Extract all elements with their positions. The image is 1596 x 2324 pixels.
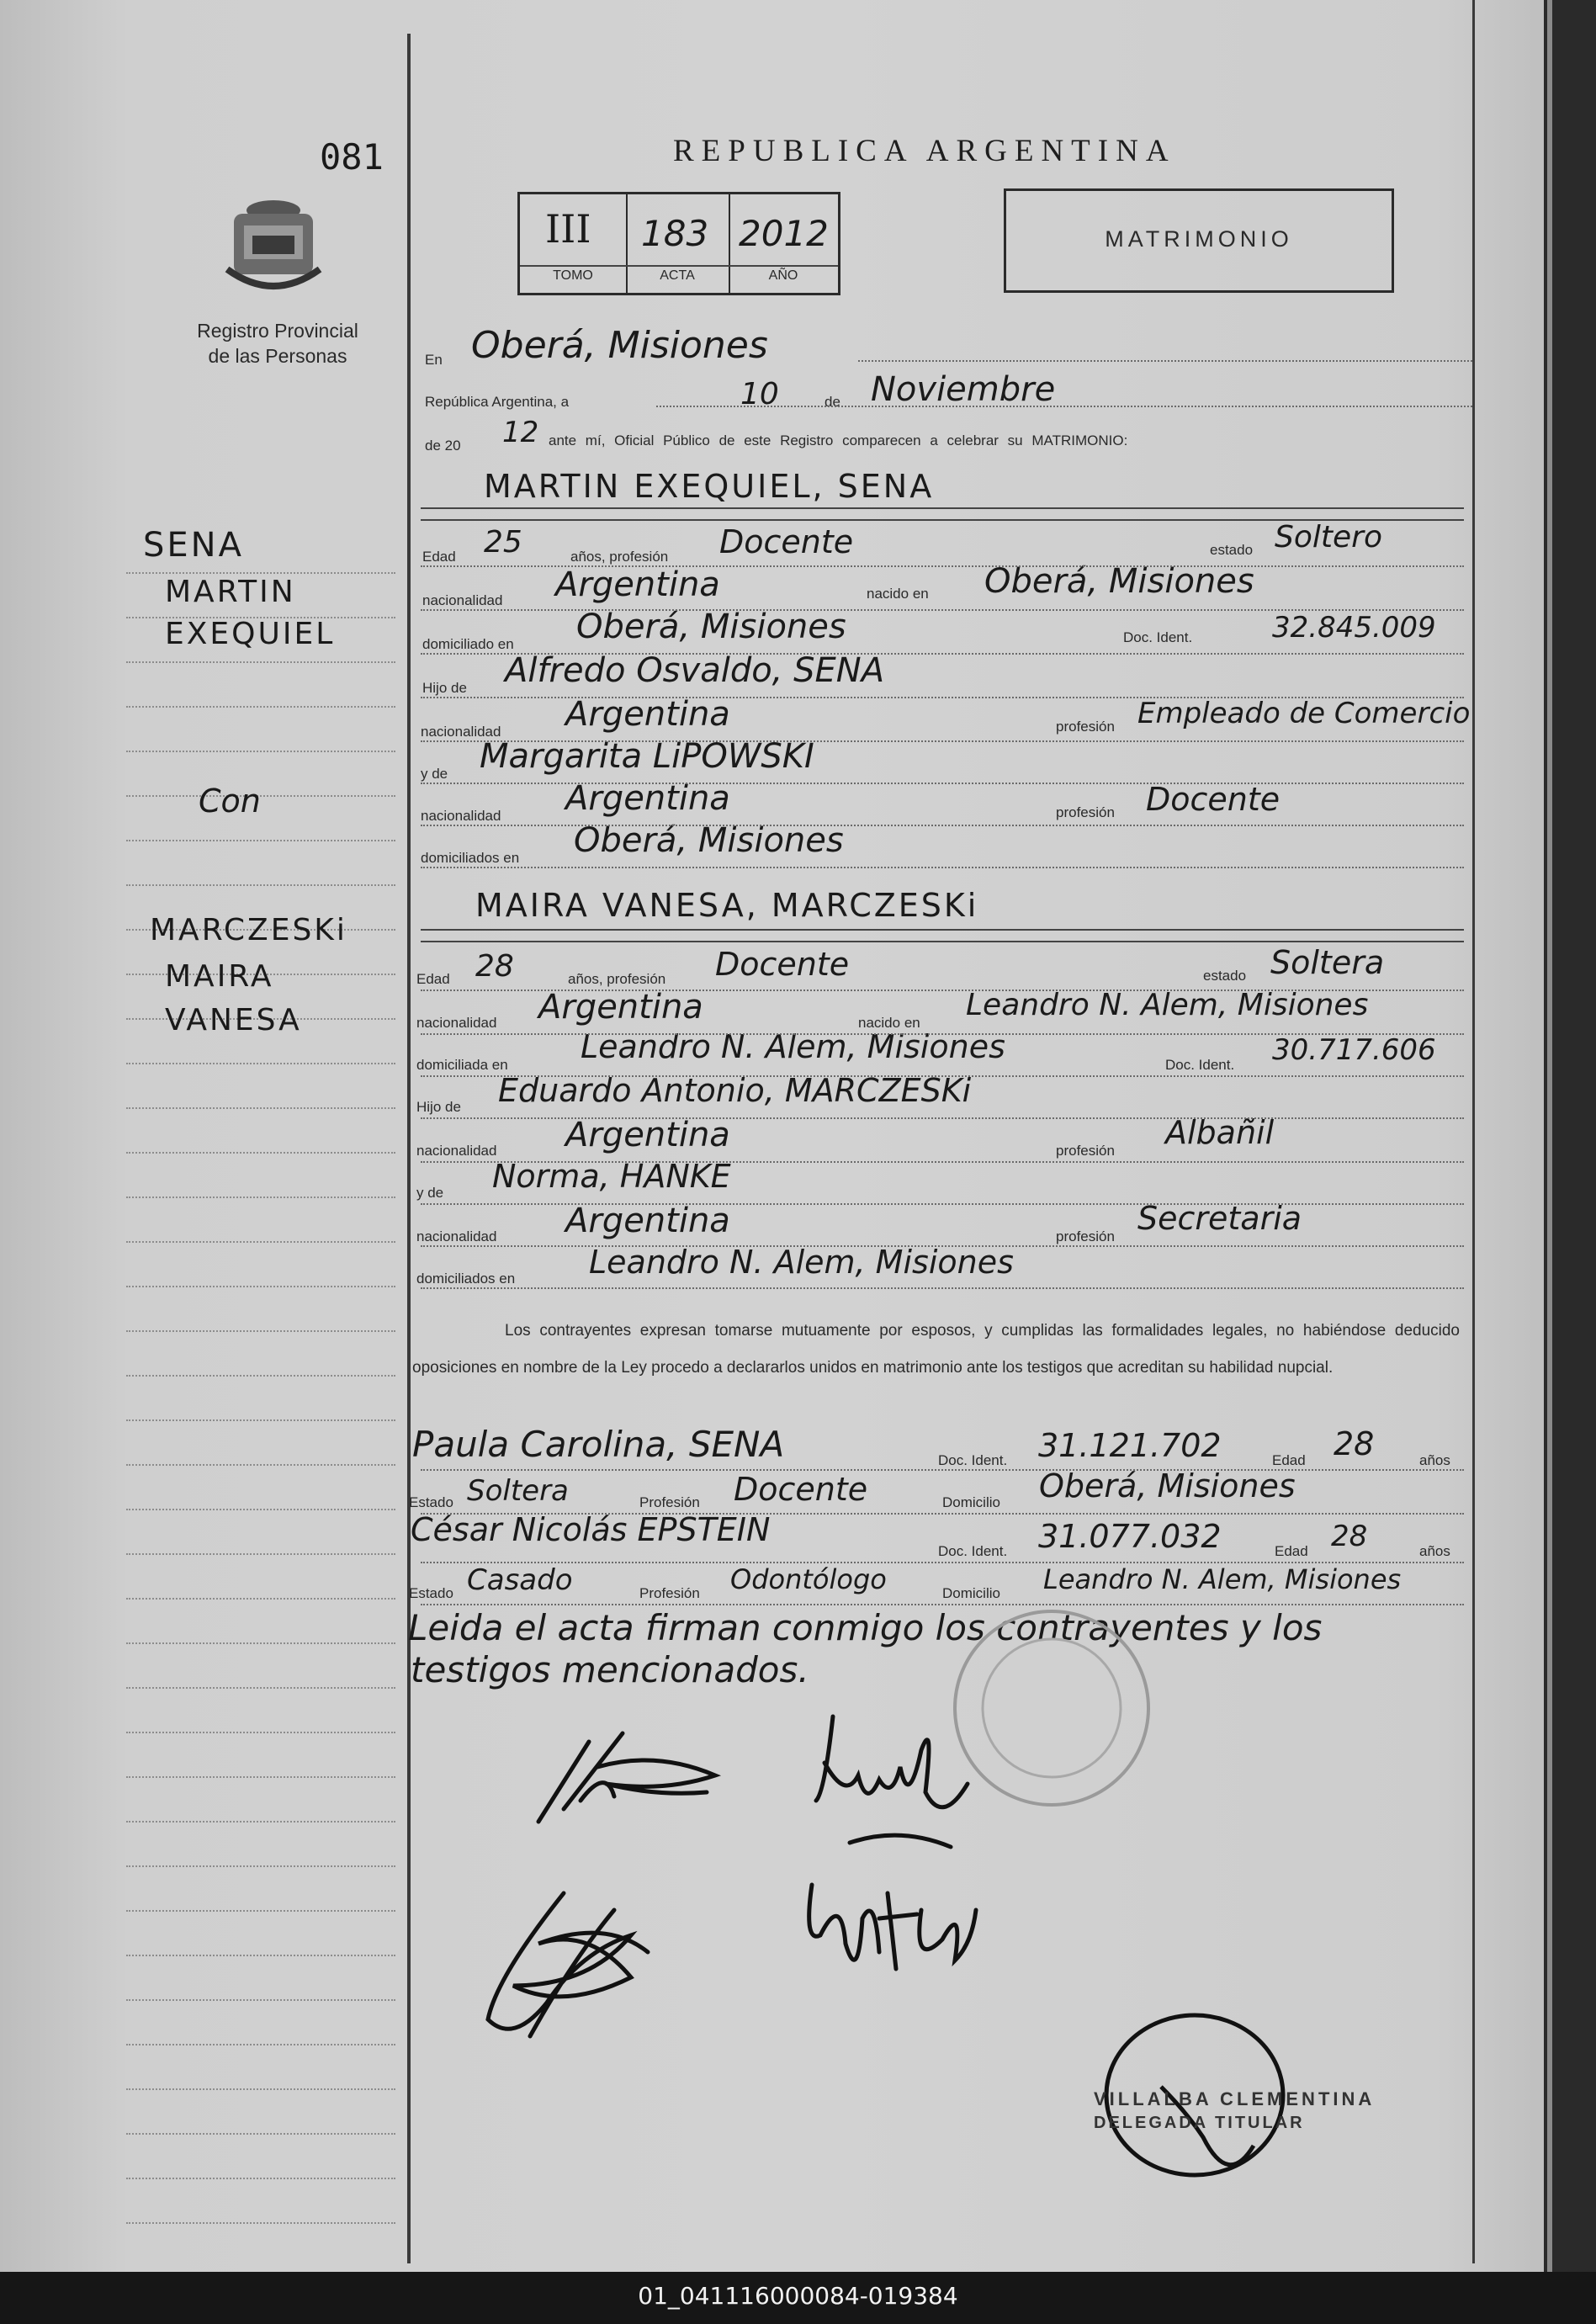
witness2-name: César Nicolás EPSTEIN	[411, 1511, 771, 1548]
bride-birthplace: Leandro N. Alem, Misiones	[966, 988, 1369, 1022]
margin-rule	[126, 2088, 395, 2090]
official-stamp-line-1: VILLALBA CLEMENTINA	[1094, 2088, 1376, 2109]
left-rule	[407, 34, 411, 2263]
groom-doc-label: Doc. Ident.	[1123, 629, 1193, 645]
groom-father-nac-label: nacionalidad	[421, 724, 501, 740]
margin-rule	[126, 1375, 395, 1377]
provincial-seal-icon	[219, 185, 328, 303]
registry-name-1: Registro Provincial	[197, 320, 358, 342]
groom-anos-profesion-label: años, profesión	[570, 549, 669, 565]
field-underline	[421, 783, 1464, 784]
margin-rule	[126, 1999, 395, 2001]
margin-rule	[126, 751, 395, 752]
ceremony-place: Oberá, Misiones	[471, 324, 768, 367]
signature-bride	[799, 1700, 984, 1860]
field-underline	[421, 565, 1464, 567]
margin-spouse2-surname: MARCZESKi	[150, 913, 347, 947]
margin-rule	[126, 661, 395, 663]
witness1-doc-number: 31.121.702	[1038, 1427, 1222, 1464]
declaration-text: Los contrayentes expresan tomarse mutuamente por esposos, y cumplidas las formalidades legales, no habiéndose deducido oposiciones en nombre de la Ley procedo a declararlos unidos en matrimonio ante los testigos que acreditan su habilidad nupcial.	[412, 1322, 1460, 1377]
margin-spouse2-name2: VANESA	[165, 1003, 302, 1037]
field-underline	[421, 867, 1464, 868]
tomo-label: TOMO	[553, 268, 593, 283]
margin-rule	[126, 706, 395, 708]
anio-value: 2012	[739, 213, 829, 254]
margin-rule	[126, 1598, 395, 1600]
bride-edad-label: Edad	[416, 971, 450, 987]
bride-mother-prof-label: profesión	[1056, 1228, 1115, 1244]
margin-rule	[126, 1241, 395, 1243]
bride-yde-label: y de	[416, 1185, 444, 1201]
margin-rule	[126, 1553, 395, 1555]
witness1-civil-status: Soltera	[467, 1474, 569, 1508]
margin-rule	[126, 1687, 395, 1689]
margin-spouse2-name1: MAIRA	[165, 959, 274, 994]
margin-rule	[126, 1776, 395, 1778]
bride-full-name: MAIRA VANESA, MARCZESKi	[475, 887, 979, 924]
margin-rule	[126, 1330, 395, 1332]
margin-rule	[126, 1509, 395, 1510]
margin-rule	[126, 2222, 395, 2224]
margin-connector: Con	[199, 783, 261, 820]
bride-father-prof-label: profesión	[1056, 1143, 1115, 1159]
witness1-anos-label: años	[1419, 1452, 1450, 1468]
margin-rule	[126, 1642, 395, 1644]
witness2-edad-label: Edad	[1275, 1543, 1308, 1559]
bride-anos-profesion-label: años, profesión	[568, 971, 666, 987]
witness2-estado-label: Estado	[409, 1585, 453, 1601]
groom-father-profession: Empleado de Comercio	[1137, 697, 1471, 730]
margin-rule	[126, 1152, 395, 1154]
en-label: En	[425, 352, 443, 368]
field-underline	[421, 1287, 1464, 1289]
ceremony-day: 10	[740, 377, 779, 411]
republica-label: República Argentina, a	[425, 394, 570, 410]
field-underline	[421, 740, 1464, 742]
witness2-age: 28	[1331, 1520, 1368, 1553]
ceremony-year: 12	[502, 416, 539, 449]
margin-rule	[126, 884, 395, 886]
page-number: 081	[320, 136, 384, 178]
margin-rule	[126, 1196, 395, 1198]
field-underline	[421, 1161, 1464, 1163]
bride-nationality: Argentina	[538, 988, 703, 1027]
bride-profession: Docente	[715, 946, 850, 983]
witness2-doc-number: 31.077.032	[1038, 1518, 1222, 1555]
de-label: de	[825, 394, 840, 410]
groom-father-prof-label: profesión	[1056, 719, 1115, 735]
bride-domiciliados-label: domiciliados en	[416, 1271, 516, 1287]
witness1-domicilio-label: Domicilio	[942, 1494, 1000, 1510]
witness1-edad-label: Edad	[1272, 1452, 1306, 1468]
record-type-box	[1004, 188, 1394, 293]
registry-name-2: de las Personas	[208, 345, 347, 367]
margin-rule	[126, 1865, 395, 1867]
groom-nacionalidad-label: nacionalidad	[422, 592, 503, 608]
margin-rule	[126, 1910, 395, 1912]
groom-father: Alfredo Osvaldo, SENA	[505, 651, 885, 690]
groom-civil-status: Soltero	[1275, 520, 1382, 554]
bride-civil-status: Soltera	[1270, 944, 1385, 981]
bride-mother: Norma, HANKE	[492, 1158, 731, 1195]
groom-profession: Docente	[719, 523, 854, 560]
groom-nationality: Argentina	[555, 565, 720, 604]
field-underline	[421, 825, 1464, 826]
margin-spouse1-surname: SENA	[143, 526, 244, 565]
margin-rule	[126, 2133, 395, 2135]
field-underline	[421, 1245, 1464, 1247]
witness2-doc-label: Doc. Ident.	[938, 1543, 1008, 1559]
tomo-value: III	[545, 206, 591, 252]
field-underline	[421, 990, 1464, 991]
margin-rule	[126, 1464, 395, 1466]
groom-mother-nationality: Argentina	[565, 779, 730, 818]
record-number-box	[517, 192, 840, 295]
bride-domiciliada-label: domiciliada en	[416, 1057, 508, 1073]
bride-father-profession: Albañil	[1165, 1114, 1275, 1151]
field-underline	[421, 1203, 1464, 1205]
groom-father-nationality: Argentina	[565, 695, 730, 734]
margin-rule	[126, 1286, 395, 1287]
groom-full-name: MARTIN EXEQUIEL, SENA	[484, 468, 935, 505]
groom-domicile: Oberá, Misiones	[576, 608, 846, 646]
margin-rule	[126, 2044, 395, 2045]
witness1-domicile: Oberá, Misiones	[1039, 1467, 1296, 1504]
bride-age: 28	[475, 949, 514, 984]
groom-yde-label: y de	[421, 766, 448, 782]
acta-value: 183	[641, 213, 709, 254]
witness2-profession: Odontólogo	[730, 1563, 887, 1595]
groom-mother-profession: Docente	[1146, 781, 1281, 818]
anio-label: AÑO	[768, 268, 798, 283]
groom-doc-number: 32.845.009	[1272, 611, 1436, 645]
de20-label: de 20	[425, 438, 461, 454]
signature-witness1	[463, 1876, 665, 2053]
margin-rule	[126, 1107, 395, 1109]
bride-nacido-label: nacido en	[858, 1015, 920, 1031]
bride-mother-nac-label: nacionalidad	[416, 1228, 497, 1244]
groom-hijo-label: Hijo de	[422, 680, 467, 696]
margin-rule	[126, 1821, 395, 1823]
bride-father-nationality: Argentina	[565, 1116, 730, 1154]
witness2-civil-status: Casado	[467, 1563, 573, 1597]
field-underline	[421, 697, 1464, 698]
book-binding	[1544, 0, 1596, 2272]
margin-rule	[126, 1419, 395, 1421]
margin-spouse1-name1: MARTIN	[165, 575, 296, 609]
witness1-profession: Docente	[734, 1471, 868, 1508]
margin-rule	[126, 840, 395, 841]
bride-parents-domicile: Leandro N. Alem, Misiones	[589, 1244, 1014, 1281]
groom-mother-prof-label: profesión	[1056, 804, 1115, 820]
record-type: MATRIMONIO	[1105, 226, 1293, 252]
field-underline	[421, 1075, 1464, 1077]
margin-spouse1-name2: EXEQUIEL	[165, 617, 336, 651]
witness1-profesion-label: Profesión	[639, 1494, 700, 1510]
scan-filename: 01_041116000084-019384	[638, 2282, 958, 2310]
bride-mother-nationality: Argentina	[565, 1202, 730, 1240]
official-stamp-line-2: DELEGADA TITULAR	[1094, 2114, 1305, 2132]
field-underline	[421, 1117, 1464, 1119]
intro-text: ante mí, Oficial Público de este Registro comparecen a celebrar su MATRIMONIO:	[549, 432, 1128, 448]
witness2-profesion-label: Profesión	[639, 1585, 700, 1601]
bride-mother-profession: Secretaria	[1137, 1200, 1302, 1237]
margin-rule	[126, 795, 395, 797]
groom-domiciliado-label: domiciliado en	[422, 636, 514, 652]
groom-nacido-label: nacido en	[867, 586, 929, 602]
bride-hijo-label: Hijo de	[416, 1099, 461, 1115]
bride-doc-number: 30.717.606	[1272, 1033, 1436, 1067]
groom-mother: Margarita LiPOWSKI	[480, 737, 814, 776]
country-heading: REPUBLICA ARGENTINA	[673, 134, 1176, 168]
witness1-doc-label: Doc. Ident.	[938, 1452, 1008, 1468]
witness1-estado-label: Estado	[409, 1494, 453, 1510]
margin-rule	[126, 572, 395, 574]
right-rule	[1472, 0, 1475, 2263]
acta-label: ACTA	[660, 268, 695, 283]
bride-domicile: Leandro N. Alem, Misiones	[581, 1028, 1005, 1065]
groom-domiciliados-label: domiciliados en	[421, 850, 520, 866]
witness2-anos-label: años	[1419, 1543, 1450, 1559]
groom-edad-label: Edad	[422, 549, 456, 565]
margin-rule	[126, 1732, 395, 1733]
signature-groom	[530, 1716, 732, 1834]
groom-estado-label: estado	[1210, 542, 1254, 558]
witness2-domicilio-label: Domicilio	[942, 1585, 1000, 1601]
ceremony-month: Noviembre	[871, 370, 1056, 409]
closing-line-2: testigos mencionados.	[411, 1649, 809, 1690]
groom-birthplace: Oberá, Misiones	[984, 562, 1254, 601]
bride-father-nac-label: nacionalidad	[416, 1143, 497, 1159]
bride-estado-label: estado	[1203, 968, 1247, 984]
field-underline	[421, 653, 1464, 655]
groom-mother-nac-label: nacionalidad	[421, 808, 501, 824]
witness1-name: Paula Carolina, SENA	[412, 1424, 785, 1465]
bride-doc-label: Doc. Ident.	[1165, 1057, 1235, 1073]
margin-rule	[126, 1063, 395, 1064]
bride-nacionalidad-label: nacionalidad	[416, 1015, 497, 1031]
witness2-domicile: Leandro N. Alem, Misiones	[1043, 1563, 1402, 1595]
field-underline	[421, 609, 1464, 611]
field-underline	[421, 1469, 1464, 1471]
witness1-age: 28	[1334, 1425, 1375, 1462]
signature-witness2	[795, 1860, 989, 1994]
groom-parents-domicile: Oberá, Misiones	[574, 821, 844, 860]
groom-age: 25	[484, 525, 522, 560]
margin-rule	[126, 1955, 395, 1956]
field-underline	[421, 1033, 1464, 1035]
closing-line-1: Leida el acta firman conmigo los contrayentes y los	[408, 1607, 1323, 1648]
bride-father: Eduardo Antonio, MARCZESKi	[498, 1072, 972, 1109]
margin-rule	[126, 2178, 395, 2179]
